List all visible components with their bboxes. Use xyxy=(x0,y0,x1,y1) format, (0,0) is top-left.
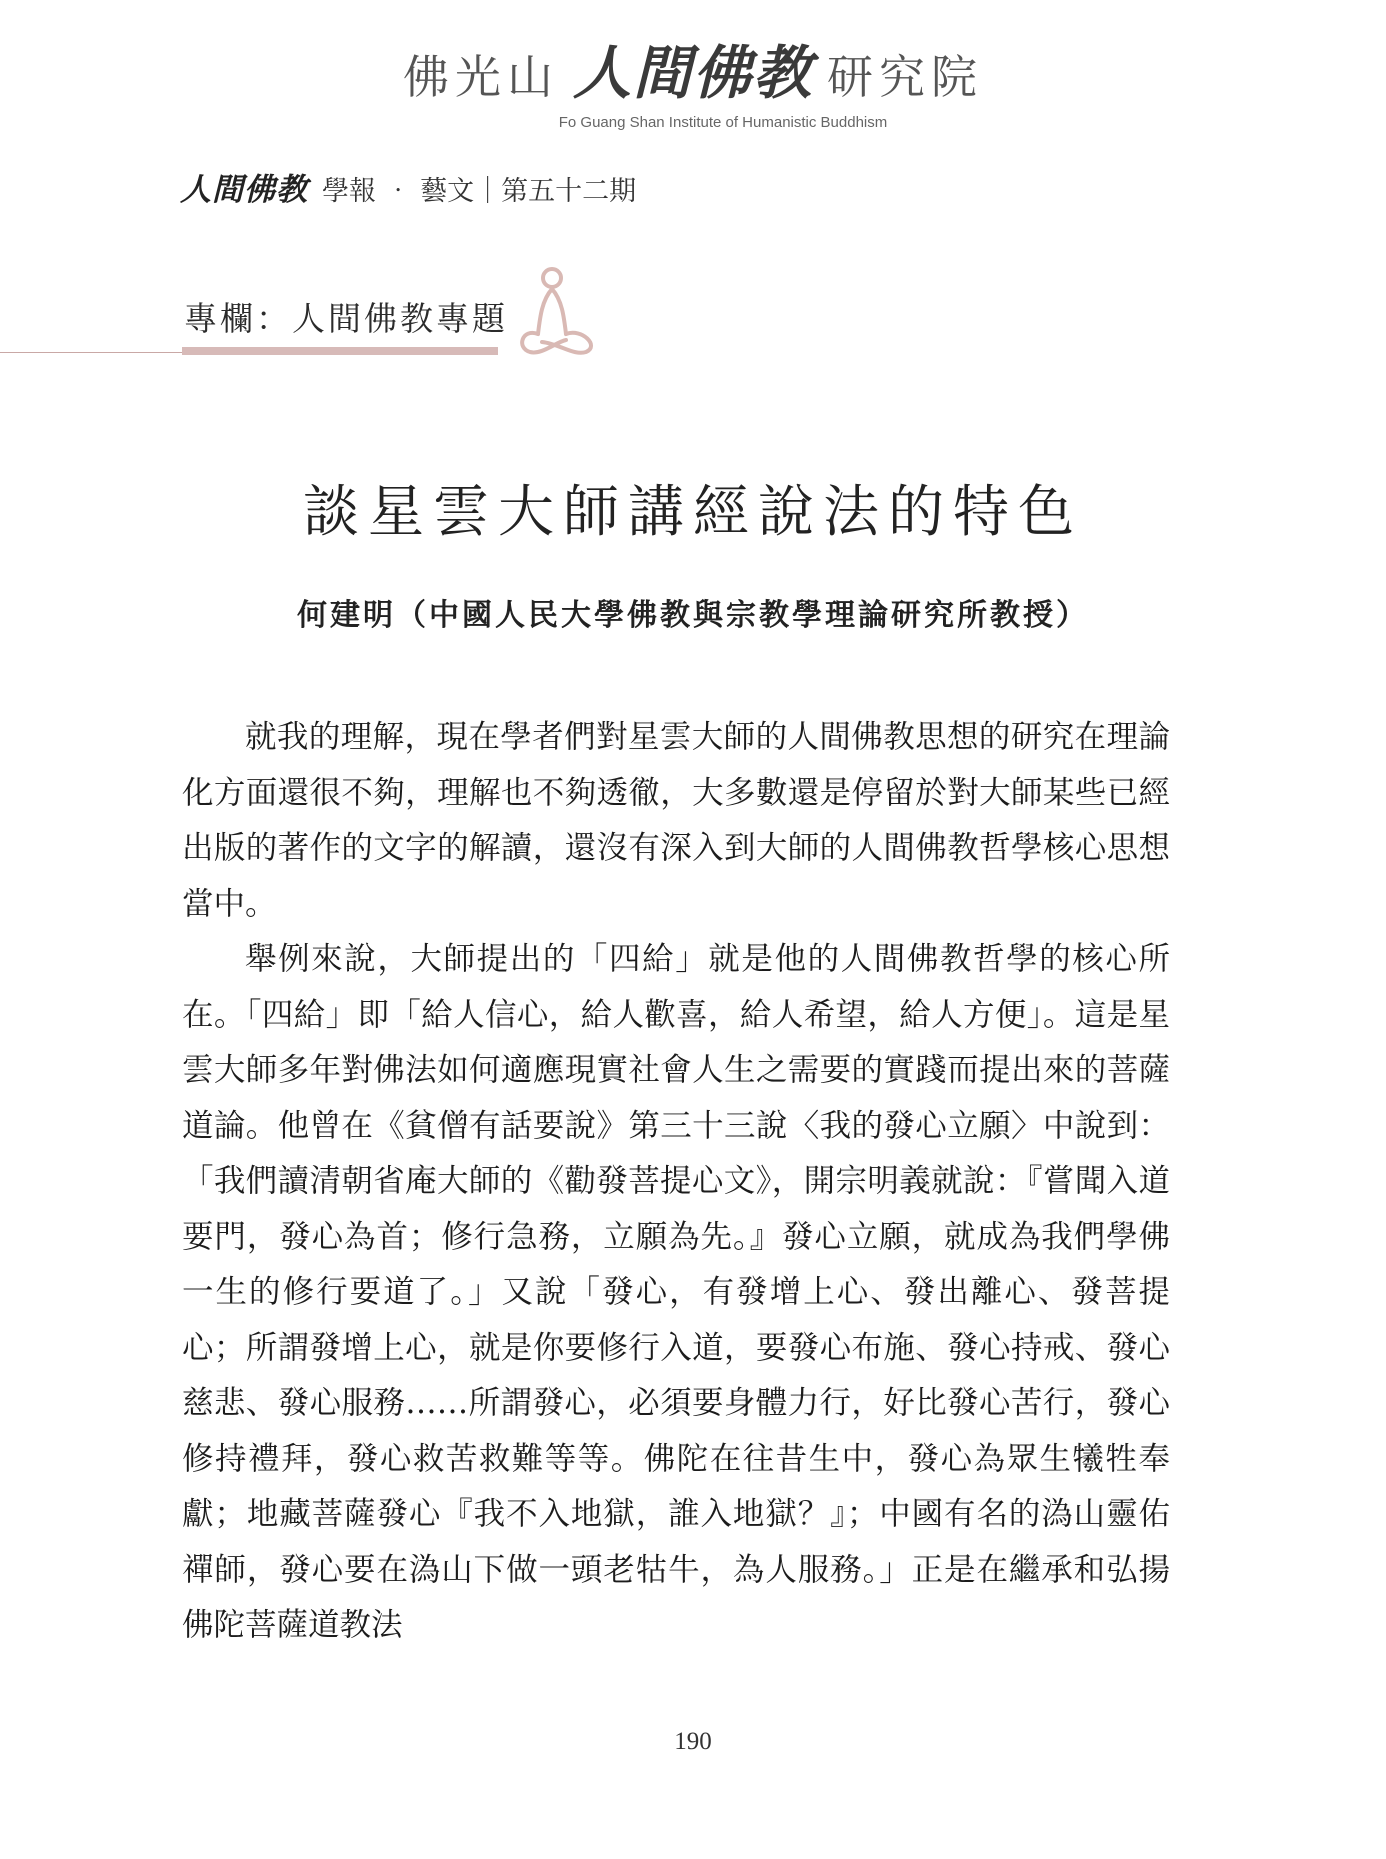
institute-suffix: 研究院 xyxy=(827,50,983,104)
column-label: 專欄：人間佛教專題 xyxy=(184,299,508,338)
journal-calligraphy-logo: 人間佛教 xyxy=(180,172,308,208)
article-author: 何建明（中國人民大學佛教與宗教學理論研究所教授） xyxy=(297,598,1089,633)
article-body xyxy=(182,710,1170,1654)
article-title: 談星雲大師講經說法的特色 xyxy=(303,480,1083,545)
journal-info: 學報 ‧ 藝文｜第五十二期 xyxy=(322,176,637,207)
institute-name xyxy=(0,38,1386,112)
page-number: 190 xyxy=(674,1728,712,1755)
institute-header xyxy=(0,38,1386,131)
column-rule-thin xyxy=(0,352,182,353)
body-paragraph: 就我的理解，現在學者們對星雲大師的人間佛教思想的研究在理論化方面還很不夠，理解也不夠透徹，大多數還是停留於對大師某些已經出版的著作的文字的解讀，還沒有深入到大師的人間佛教哲學核心思想當中。 xyxy=(182,719,1170,922)
institute-prefix: 佛光山 xyxy=(402,50,559,104)
journal-header xyxy=(180,164,636,209)
body-paragraph: 舉例來說，大師提出的「四給」就是他的人間佛教哲學的核心所在。「四給」即「給人信心，給人歡喜，給人希望，給人方便」。這是星雲大師多年對佛法如何適應現實社會人生之需要的實踐而提出來的菩薩道論。他曾在《貧僧有話要說》第三十三說〈我的發心立願〉中說到：「我們讀清朝省庵大師的《勸發菩提心文》，開宗明義就說：『嘗聞入道要門，發心為首；修行急務，立願為先。』發心立願，就成為我們學佛一生的修行要道了。」又說「發心，有發增上心、發出離心、發菩提心；所謂發增上心，就是你要修行入道，要發心布施、發心持戒、發心慈悲、發心服務……所謂發心，必須要身體力行，好比發心苦行，發心修持禮拜，發心救苦救難等等。佛陀在往昔生中，發心為眾生犧牲奉獻；地藏菩薩發心『我不入地獄，誰入地獄？』；中國有名的溈山靈佑禪師，發心要在溈山下做一頭老牯牛，為人服務。」正是在繼承和弘揚佛陀菩薩道教法 xyxy=(182,941,1170,1643)
institute-english-name: Fo Guang Shan Institute of Humanistic Buddhism xyxy=(558,114,888,131)
column-rule-thick xyxy=(182,347,498,355)
meditating-figure-icon xyxy=(512,262,608,362)
institute-calligraphy-logo: 人間佛教 xyxy=(572,39,813,107)
